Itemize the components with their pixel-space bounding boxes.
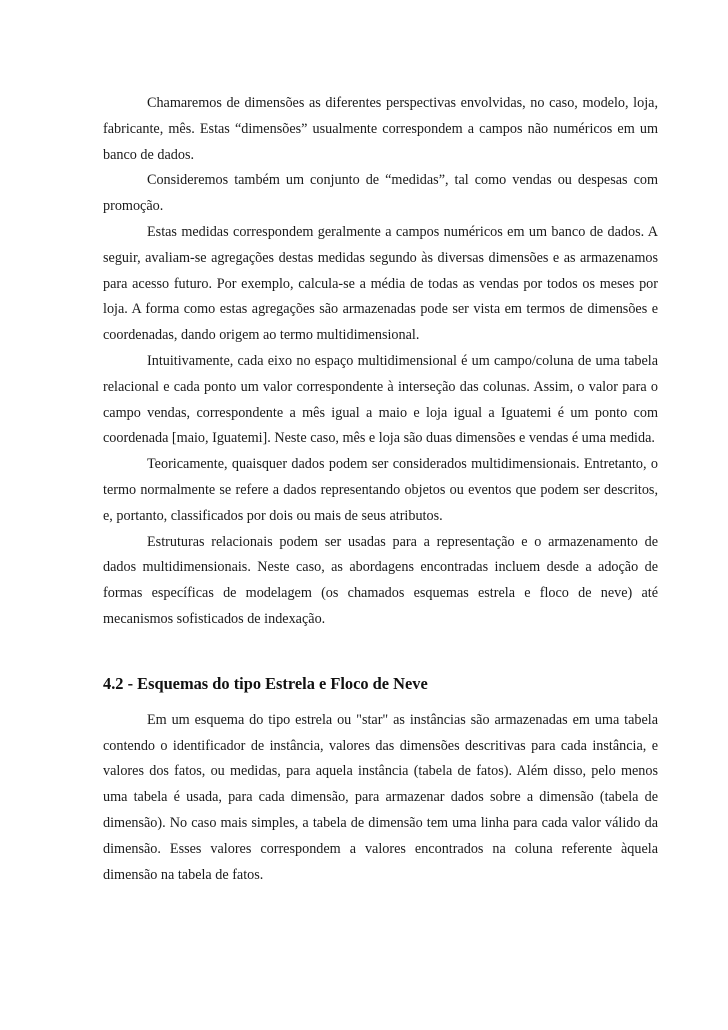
document-page xyxy=(103,91,658,888)
paragraph-dimensions: Chamaremos de dimensões as diferentes perspectivas envolvidas, no caso, modelo, loja, fabricante, mês. Estas “dimensões” usualmente correspondem a campos não numéricos em um banco de dados. xyxy=(103,95,658,163)
paragraph-star-schema: Em um esquema do tipo estrela ou "star" as instâncias são armazenadas em uma tabela contendo o identificador de instância, valores das dimensões descritivas para cada instância, e valores dos fatos, ou medidas, para aquela instância (tabela de fatos). Além disso, pelo menos uma tabela é usada, para cada dimensão, para armazenar dados sobre a dimensão (tabela de dimensão). No caso mais simples, a tabela de dimensão tem uma linha para cada valor válido da dimensão. Esses valores correspondem a valores encontrados na coluna referente àquela dimensão na tabela de fatos. xyxy=(103,711,658,883)
paragraph-multidimensional-space: Intuitivamente, cada eixo no espaço multidimensional é um campo/coluna de uma tabela relacional e cada ponto um valor correspondente à interseção das colunas. Assim, o valor para o campo vendas, correspondente a mês igual a maio e loja igual a Iguatemi é um ponto com coordenada [maio, Iguatemi]. Neste caso, mês e loja são duas dimensões e vendas é uma medida. xyxy=(103,352,658,447)
paragraph-measures: Consideremos também um conjunto de “medidas”, tal como vendas ou despesas com promoção. xyxy=(103,172,658,215)
paragraph-relational-structures: Estruturas relacionais podem ser usadas para a representação e o armazenamento de dados multidimensionais. Neste caso, as abordagens encontradas incluem desde a adoção de formas específicas de modelagem (os chamados esquemas estrela e floco de neve) até mecanismos sofisticados de indexação. xyxy=(103,533,658,627)
section-heading: 4.2 - Esquemas do tipo Estrela e Floco de Neve xyxy=(103,673,428,693)
paragraph-theory: Teoricamente, quaisquer dados podem ser considerados multidimensionais. Entretanto, o termo normalmente se refere a dados representando objetos ou eventos que podem ser descritos, e, portanto, classificados por dois ou mais de seus atributos. xyxy=(103,456,658,524)
paragraph-aggregations: Estas medidas correspondem geralmente a campos numéricos em um banco de dados. A seguir, avaliam-se agregações destas medidas segundo às diversas dimensões e as armazenamos para acesso futuro. Por exemplo, calcula-se a média de todas as vendas por todos os meses por loja. A forma como estas agregações são armazenadas pode ser vista em termos de dimensões e coordenadas, dando origem ao termo multidimensional. xyxy=(103,223,658,344)
